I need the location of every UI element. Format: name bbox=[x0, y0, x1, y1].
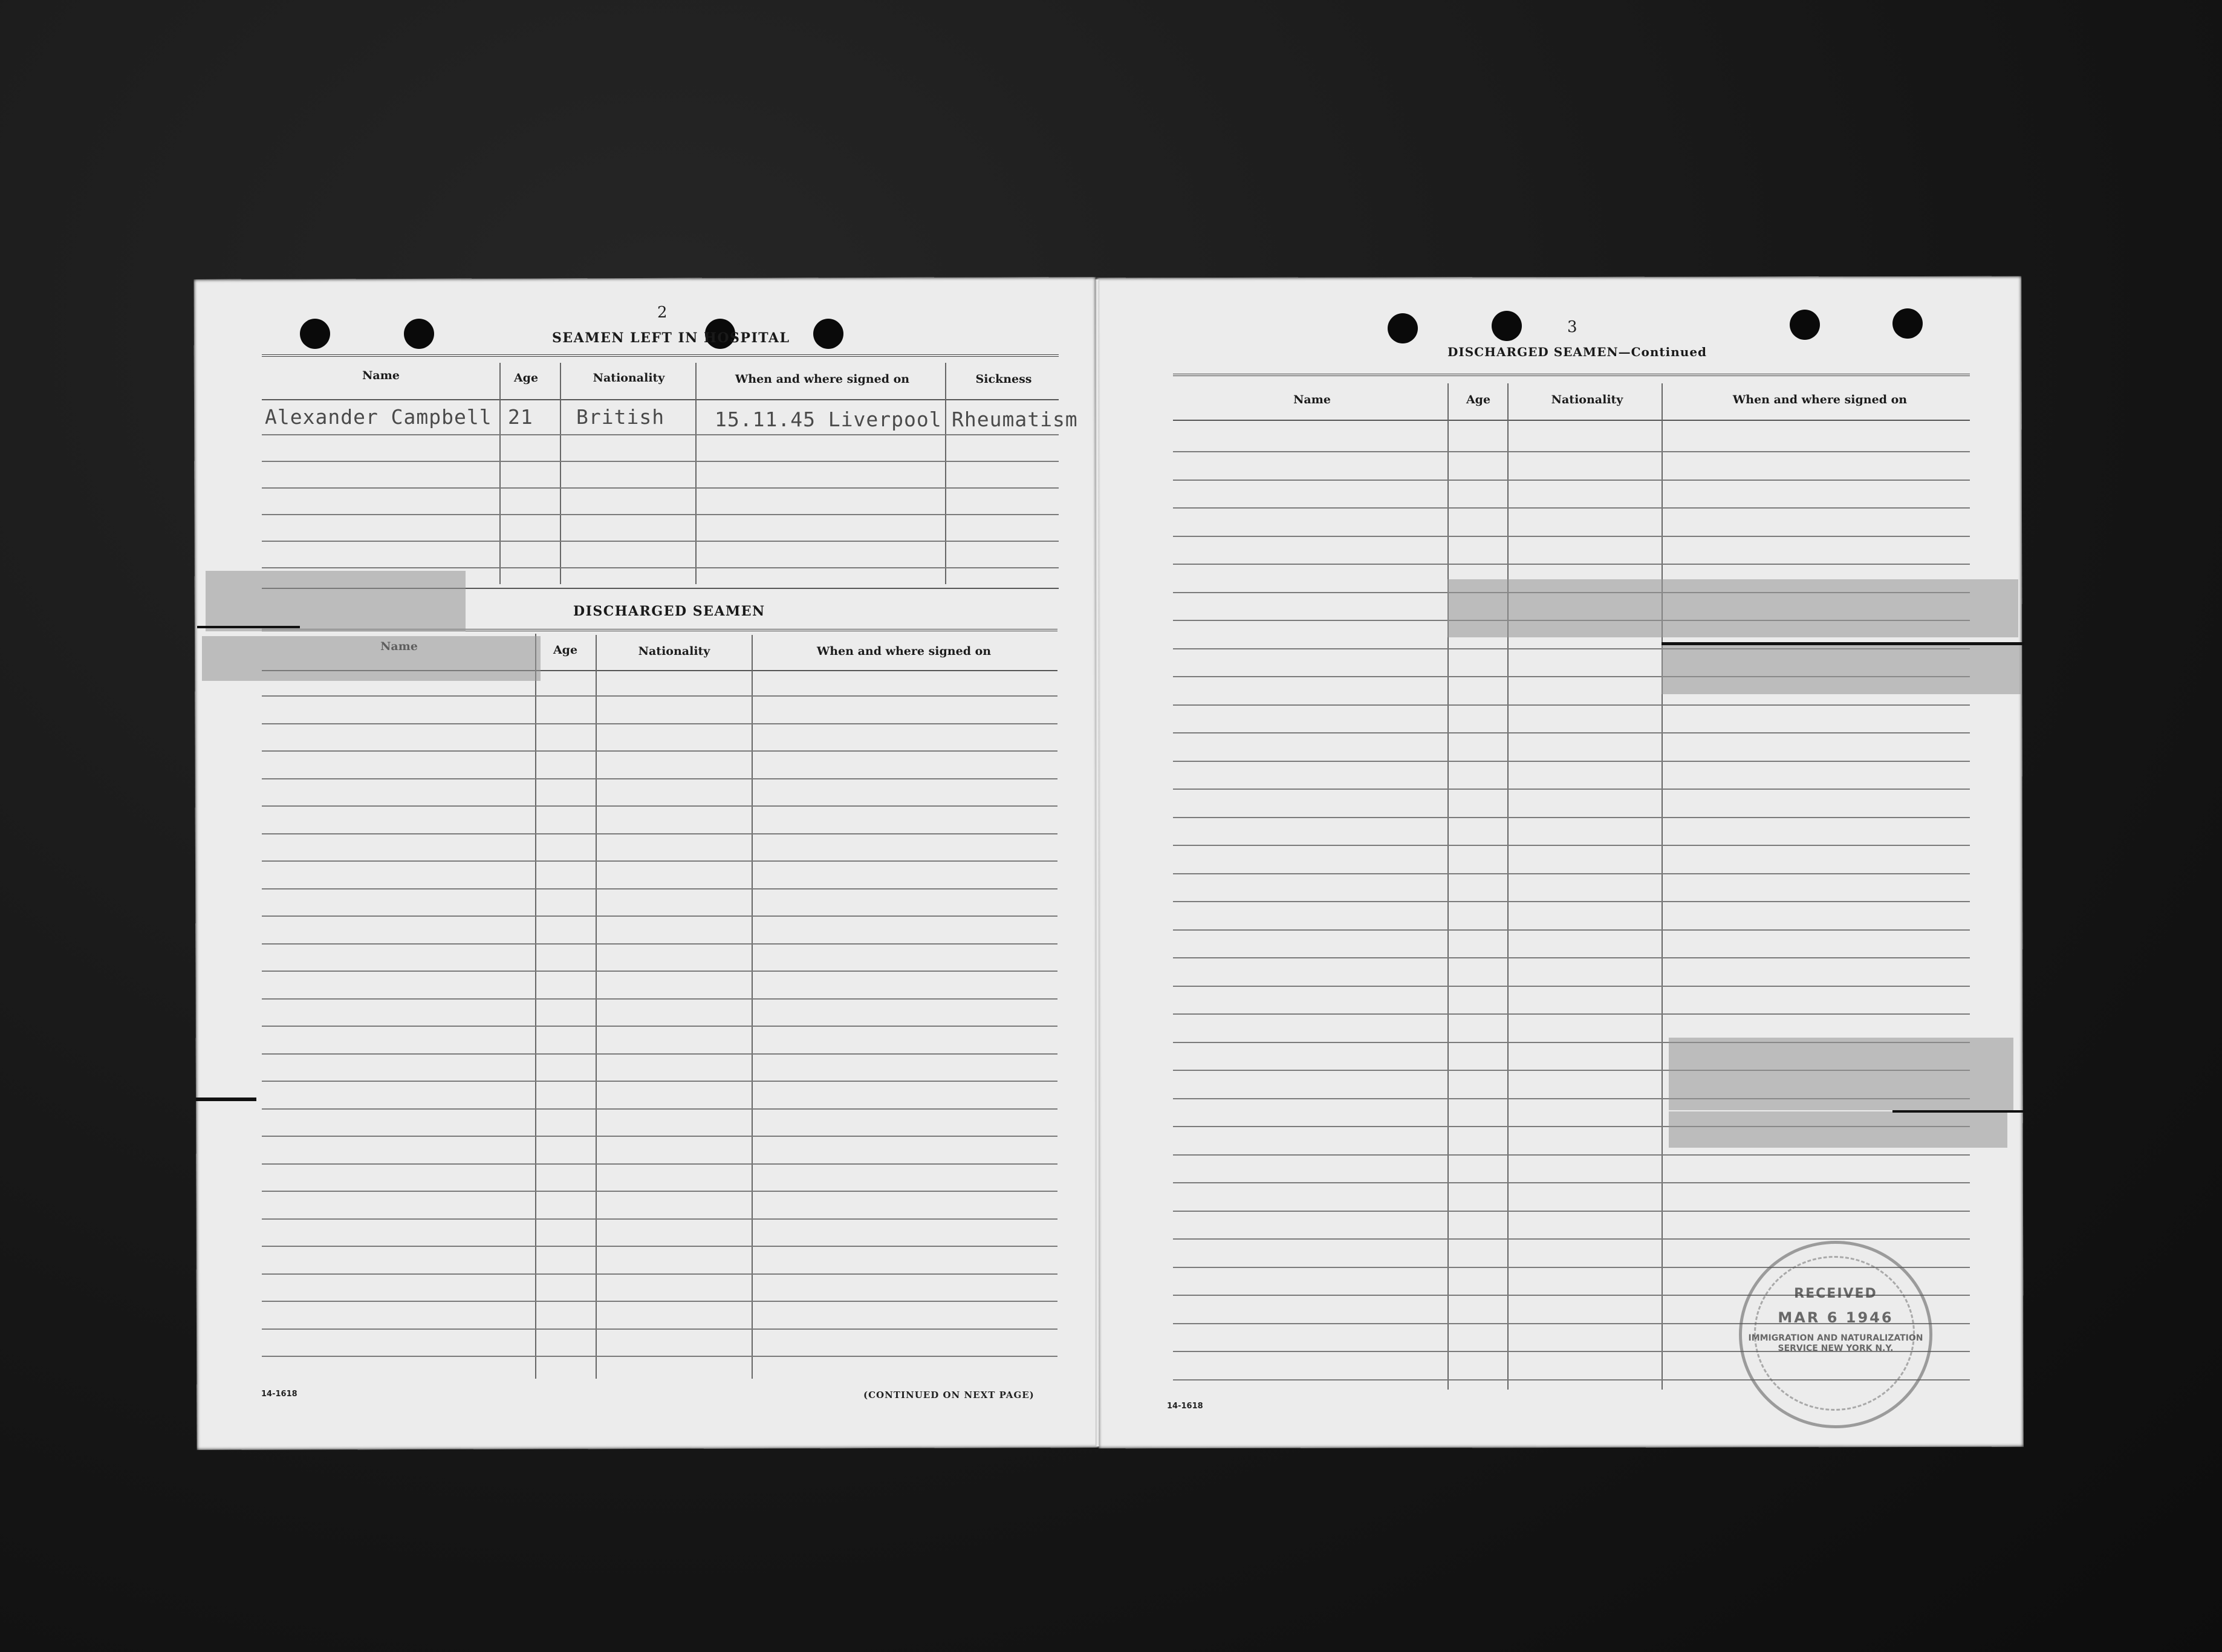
discharged-section-title: DISCHARGED SEAMEN bbox=[573, 603, 765, 619]
hospital-row-name: Alexander Campbell bbox=[265, 405, 492, 429]
stamp-received-text: RECEIVED bbox=[1794, 1286, 1877, 1301]
ruled-line bbox=[262, 1356, 1057, 1357]
ruled-line bbox=[1173, 817, 1970, 818]
rule bbox=[262, 354, 1059, 357]
column-divider bbox=[560, 363, 561, 584]
column-divider bbox=[752, 635, 753, 1379]
form-code: 14-1618 bbox=[1167, 1402, 1203, 1411]
page-number: 2 bbox=[657, 304, 668, 322]
tape-strip bbox=[1662, 645, 2021, 694]
col-header-signed-on: When and where signed on bbox=[735, 372, 910, 386]
received-stamp bbox=[1739, 1241, 1932, 1428]
col-header-name: Name bbox=[362, 369, 400, 382]
ruled-line bbox=[262, 1218, 1057, 1220]
ruled-line bbox=[262, 461, 1059, 462]
punch-hole bbox=[1892, 308, 1923, 339]
ruled-line bbox=[1173, 761, 1970, 762]
ruled-line bbox=[1173, 1013, 1970, 1015]
ruled-line bbox=[1173, 480, 1970, 481]
hospital-row-nationality: British bbox=[576, 405, 665, 429]
ruled-line bbox=[1173, 1211, 1970, 1212]
page-number: 3 bbox=[1567, 318, 1577, 336]
ruled-line bbox=[1173, 1182, 1970, 1183]
ruled-line bbox=[262, 943, 1057, 945]
ruled-line bbox=[262, 1108, 1057, 1110]
ruled-line bbox=[262, 1191, 1057, 1192]
ruled-line bbox=[1173, 789, 1970, 790]
ruled-line bbox=[1173, 507, 1970, 509]
ruled-line bbox=[1173, 986, 1970, 987]
rule bbox=[262, 399, 1059, 400]
hospital-row-age: 21 bbox=[508, 405, 533, 429]
ruled-line bbox=[262, 695, 1057, 697]
ruled-line bbox=[1173, 845, 1970, 846]
ruled-line bbox=[262, 833, 1057, 834]
punch-hole bbox=[813, 319, 843, 349]
tear-mark bbox=[197, 626, 300, 628]
tape-strip bbox=[1669, 1038, 2013, 1110]
column-divider bbox=[945, 363, 946, 584]
ruled-line bbox=[262, 888, 1057, 889]
ruled-line bbox=[262, 567, 1059, 568]
form-code: 14-1618 bbox=[261, 1390, 297, 1399]
ruled-line bbox=[262, 750, 1057, 752]
col-header-signed-on: When and where signed on bbox=[1732, 393, 1908, 406]
col-header-nationality: Nationality bbox=[638, 645, 710, 658]
column-divider bbox=[596, 635, 597, 1379]
ruled-line bbox=[262, 514, 1059, 515]
ruled-line bbox=[262, 1246, 1057, 1247]
punch-hole bbox=[1790, 310, 1820, 340]
ruled-line bbox=[262, 1136, 1057, 1137]
ruled-line bbox=[262, 971, 1057, 972]
ruled-line bbox=[262, 805, 1057, 807]
column-divider bbox=[695, 363, 697, 584]
rule bbox=[1173, 374, 1970, 376]
ruled-line bbox=[262, 1053, 1057, 1055]
tear-mark bbox=[196, 1098, 256, 1101]
col-header-name: Name bbox=[1293, 393, 1331, 406]
tape-strip bbox=[1669, 1111, 2007, 1148]
discharged-continued-title: DISCHARGED SEAMEN—Continued bbox=[1447, 345, 1707, 359]
ruled-line bbox=[1173, 873, 1970, 874]
column-divider bbox=[499, 363, 501, 584]
punch-hole bbox=[404, 319, 434, 349]
ruled-line bbox=[262, 487, 1059, 489]
tear-mark bbox=[1662, 642, 2024, 645]
col-header-signed-on: When and where signed on bbox=[816, 645, 992, 658]
ruled-line bbox=[262, 1081, 1057, 1082]
continued-note: (CONTINUED ON NEXT PAGE) bbox=[863, 1390, 1035, 1400]
rule bbox=[1173, 420, 1970, 421]
ruled-line bbox=[1173, 1238, 1970, 1240]
ruled-line bbox=[262, 434, 1059, 435]
stamp-agency-text: IMMIGRATION AND NATURALIZATION SERVICE NEW YORK N.Y. bbox=[1748, 1333, 1923, 1353]
ruled-line bbox=[1173, 1154, 1970, 1156]
ruled-line bbox=[1173, 536, 1970, 537]
ruled-line bbox=[262, 723, 1057, 724]
ruled-line bbox=[1173, 704, 1970, 706]
col-header-nationality: Nationality bbox=[1551, 393, 1623, 406]
ruled-line bbox=[1173, 732, 1970, 733]
ruled-line bbox=[262, 1328, 1057, 1330]
ruled-line bbox=[262, 541, 1059, 542]
col-header-age: Age bbox=[553, 643, 578, 657]
center-fold bbox=[1096, 279, 1099, 1446]
hospital-section-title: SEAMEN LEFT IN HOSPITAL bbox=[552, 330, 790, 346]
hospital-row-sickness: Rheumatism bbox=[952, 408, 1078, 431]
col-header-age: Age bbox=[1466, 393, 1491, 406]
col-header-sickness: Sickness bbox=[975, 372, 1032, 386]
ruled-line bbox=[262, 915, 1057, 917]
punch-hole bbox=[300, 319, 330, 349]
ruled-line bbox=[262, 998, 1057, 1000]
ruled-line bbox=[262, 860, 1057, 862]
ruled-line bbox=[262, 1301, 1057, 1302]
ruled-line bbox=[1173, 564, 1970, 565]
ruled-line bbox=[1173, 901, 1970, 902]
tape-strip bbox=[202, 636, 541, 681]
ruled-line bbox=[1173, 451, 1970, 452]
punch-hole bbox=[1492, 311, 1522, 341]
ruled-line bbox=[262, 1163, 1057, 1165]
tape-strip bbox=[1447, 579, 2018, 637]
ruled-line bbox=[262, 1026, 1057, 1027]
hospital-row-signed-on: 15.11.45 Liverpool bbox=[715, 408, 942, 431]
tear-mark bbox=[1892, 1110, 2025, 1113]
col-header-nationality: Nationality bbox=[593, 371, 665, 385]
ruled-line bbox=[1173, 957, 1970, 958]
column-divider bbox=[535, 634, 536, 1379]
ruled-line bbox=[1173, 929, 1970, 931]
col-header-age: Age bbox=[513, 371, 539, 385]
punch-hole bbox=[1388, 313, 1418, 343]
stamp-date-text: MAR 6 1946 bbox=[1778, 1309, 1894, 1326]
ruled-line bbox=[262, 1273, 1057, 1275]
tape-strip bbox=[206, 571, 466, 631]
ruled-line bbox=[262, 778, 1057, 779]
